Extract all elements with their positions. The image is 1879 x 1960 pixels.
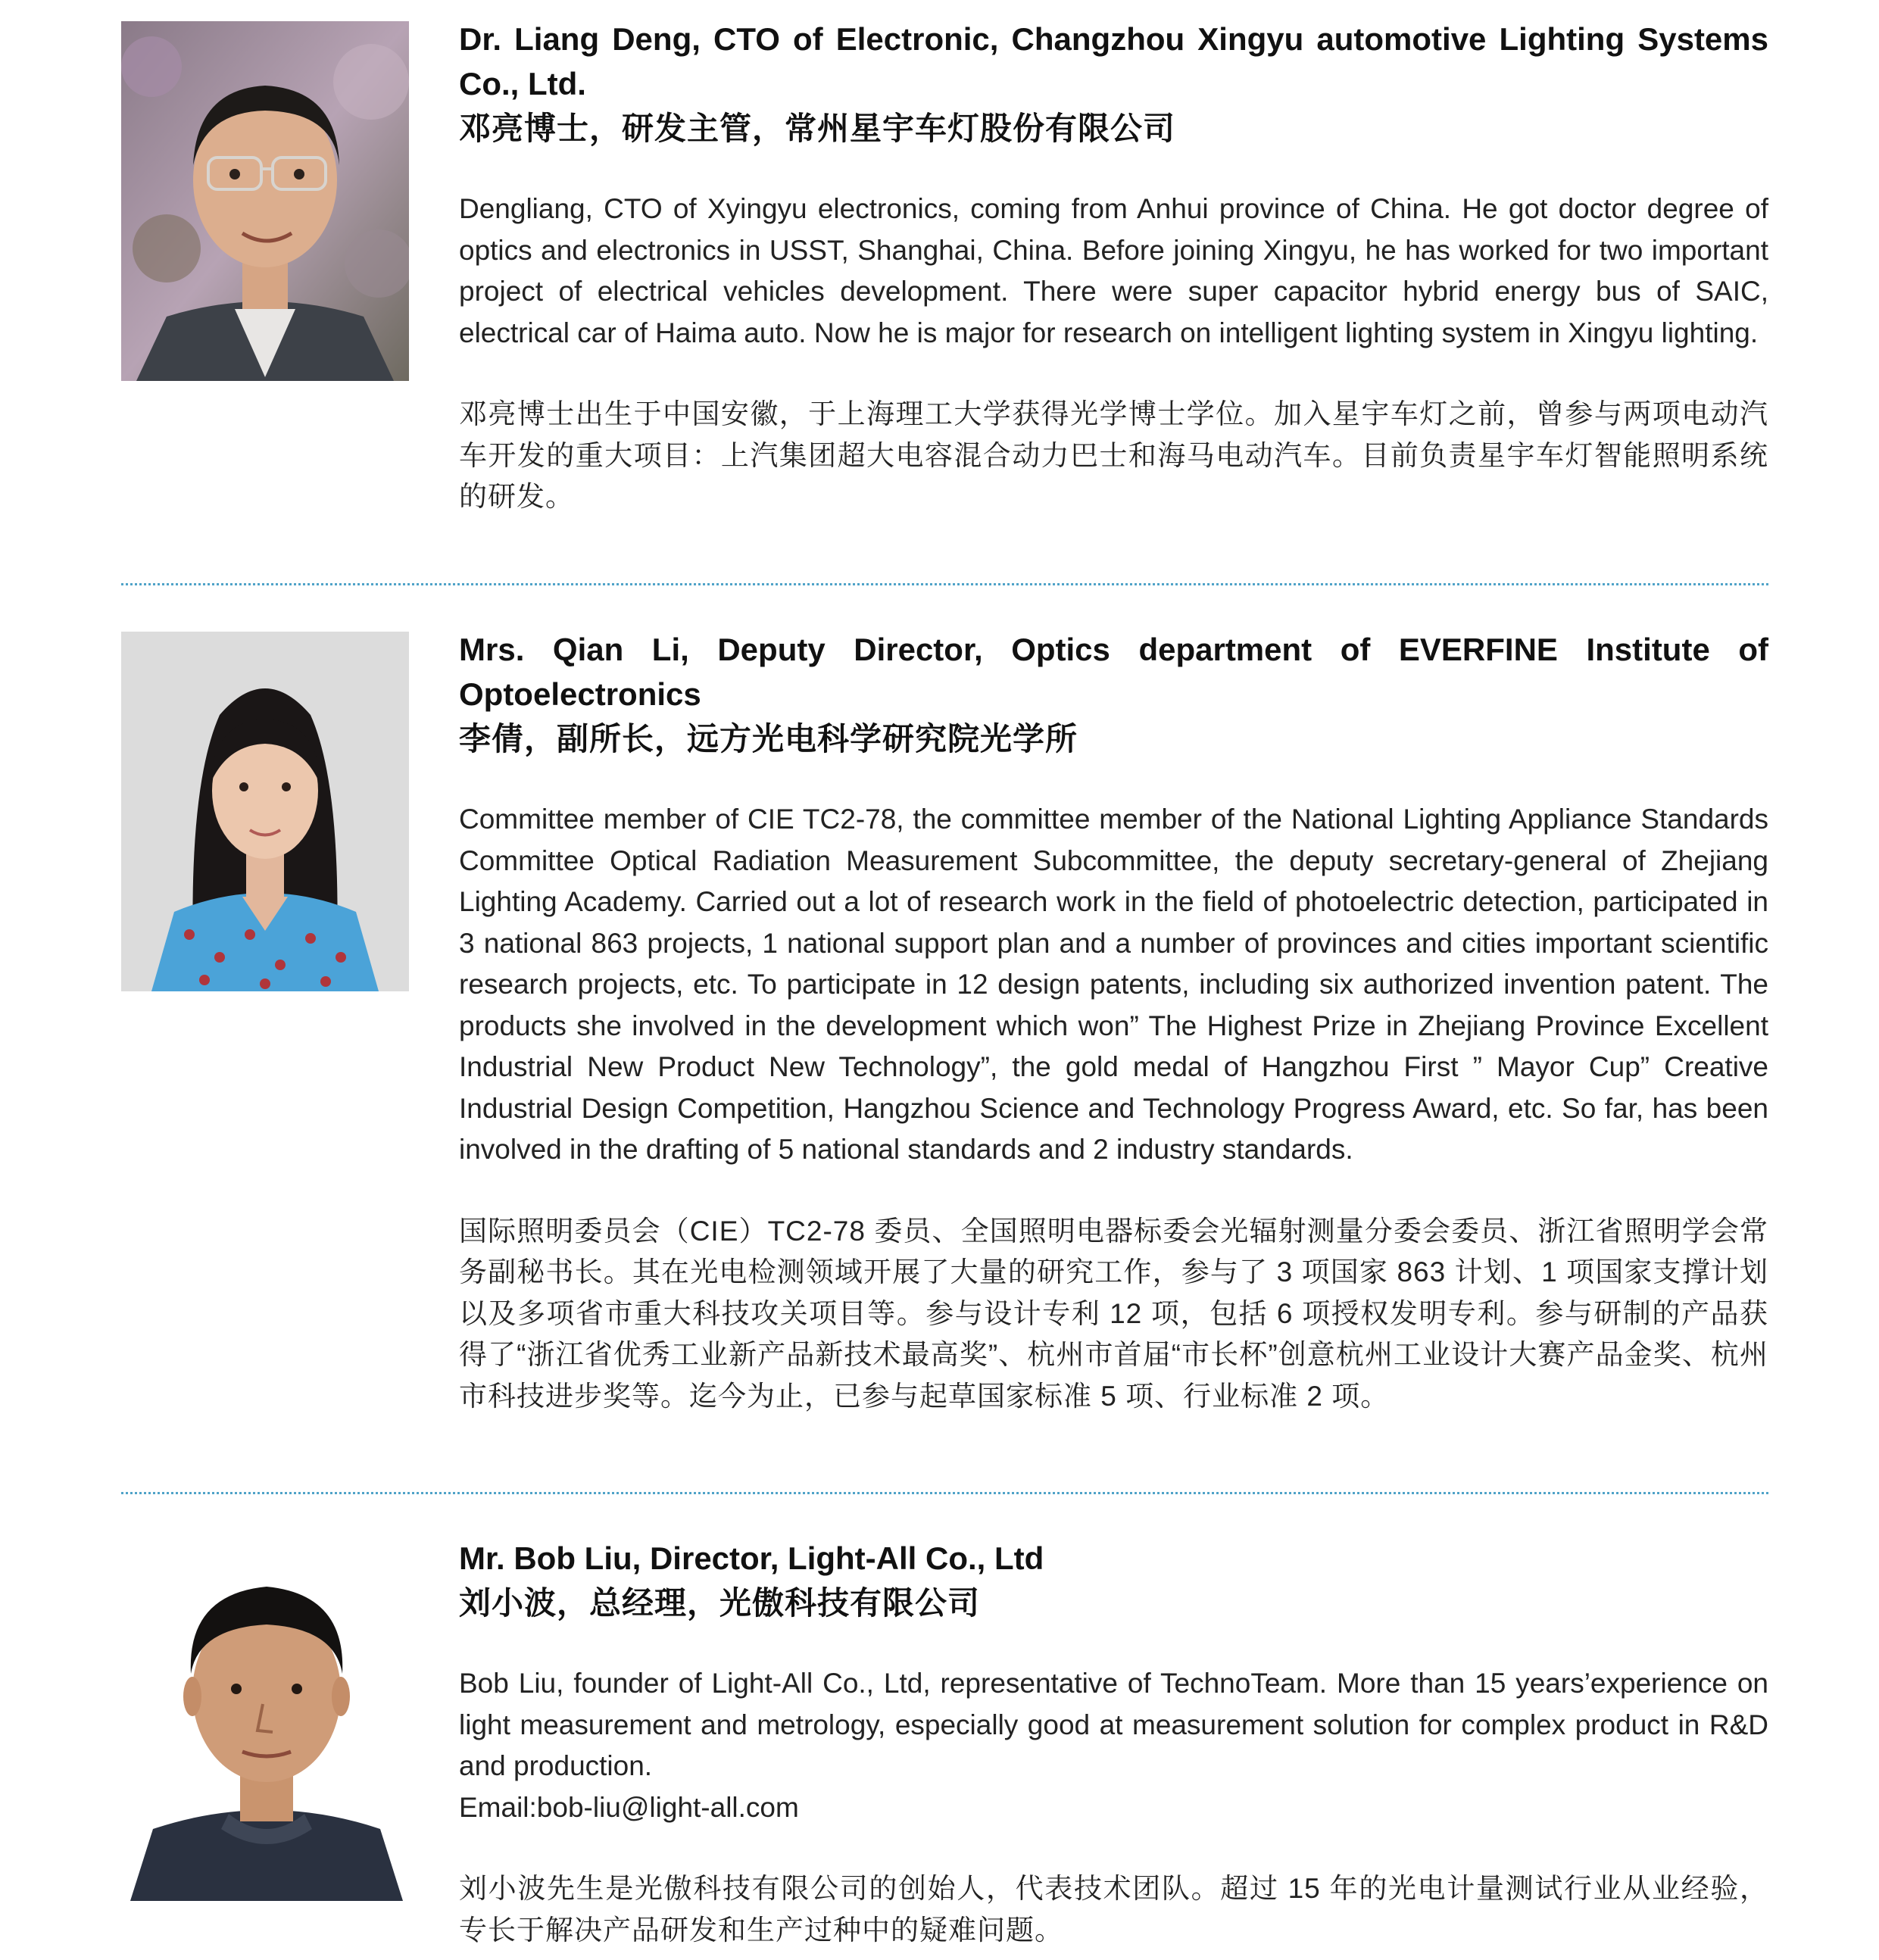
portrait-image: [121, 21, 409, 381]
speaker-bio-en: Committee member of CIE TC2-78, the committee member of the National Lighting Appliance Standards Committee Optical Radiation Measurement Subcommittee, the deputy secretary-general of Zhejiang Lighting Academy. Carried out a lot of research work in the field of photoelectric detection, participated in 3 national 863 projects, 1 national support plan and a number of provinces and cities important scientific research projects, etc. To participate in 12 design patents, including six authorized invention patent. The products she involved in the development which won” The Highest Prize in Zhejiang Province Excellent Industrial New Product New Technology”, the gold medal of Hangzhou First ” Mayor Cup” Creative Industrial Design Competition, Hangzhou Science and Technology Progress Award, etc. So far, has been involved in the drafting of 5 national standards and 2 industry standards.: [459, 804, 1768, 1165]
speaker-photo: [121, 21, 409, 381]
portrait-image: [123, 1541, 410, 1901]
speaker-bio-en: Dengliang, CTO of Xyingyu electronics, coming from Anhui province of China. He got doctor degree of optics and electronics in USST, Shanghai, China. Before joining Xingyu, he has worked for two important project of electrical vehicles development. There were super capacitor hybrid energy bus of SAIC, electrical car of Haima auto. Now he is major for research on intelligent lighting system in Xingyu lighting.: [459, 193, 1768, 348]
speaker-name-title-zh: 邓亮博士，研发主管，常州星宇车灯股份有限公司: [459, 111, 1176, 146]
speaker-email: Email:bob-liu@light-all.com: [459, 1791, 799, 1823]
section-divider: [121, 583, 1768, 585]
speaker-name-title-en: Mrs. Qian Li, Deputy Director, Optics department of EVERFINE Institute of Optoelectronics: [459, 632, 1768, 712]
speaker-name-title-en: Mr. Bob Liu, Director, Light-All Co., Ltd: [459, 1540, 1044, 1576]
speaker-photo: [121, 632, 409, 991]
speaker-name-title-en: Dr. Liang Deng, CTO of Electronic, Changzhou Xingyu automotive Lighting Systems Co., Ltd.: [459, 21, 1768, 101]
speaker-bio-en: Bob Liu, founder of Light-All Co., Ltd, representative of TechnoTeam. More than 15 years’experience on light measurement and metrology, especially good at measurement solution for complex product in R&D and production.: [459, 1668, 1768, 1781]
speaker-bio-zh: 刘小波先生是光傲科技有限公司的创始人，代表技术团队。超过 15 年的光电计量测试行业从业经验，专长于解决产品研发和生产过种中的疑难问题。: [459, 1873, 1768, 1946]
speaker-name-title-zh: 刘小波，总经理，光傲科技有限公司: [459, 1585, 981, 1621]
speaker-name-title-zh: 李倩，副所长，远方光电科学研究院光学所: [459, 721, 1078, 757]
speaker-photo: [123, 1541, 410, 1901]
speaker-bio-zh: 国际照明委员会（CIE）TC2-78 委员、全国照明电器标委会光辐射测量分委会委员、浙江省照明学会常务副秘书长。其在光电检测领域开展了大量的研究工作，参与了 3 项国家 863 计划、1 项国家支撑计划以及多项省市重大科技攻关项目等。参与设计专利 12 项，包括 6 项授权发明专利。参与研制的产品获得了“浙江省优秀工业新产品新技术最高奖”、杭州市首届“市长杯”创意杭州工业设计大赛产品金奖、杭州市科技进步奖等。迄今为止，已参与起草国家标准 5 项、行业标准 2 项。: [459, 1215, 1768, 1412]
speaker-bio-zh: 邓亮博士出生于中国安徽，于上海理工大学获得光学博士学位。加入星宇车灯之前，曾参与两项电动汽车开发的重大项目：上汽集团超大电容混合动力巴士和海马电动汽车。目前负责星宇车灯智能照明系统的研发。: [459, 398, 1768, 512]
portrait-image: [121, 632, 409, 991]
section-divider: [121, 1492, 1768, 1494]
